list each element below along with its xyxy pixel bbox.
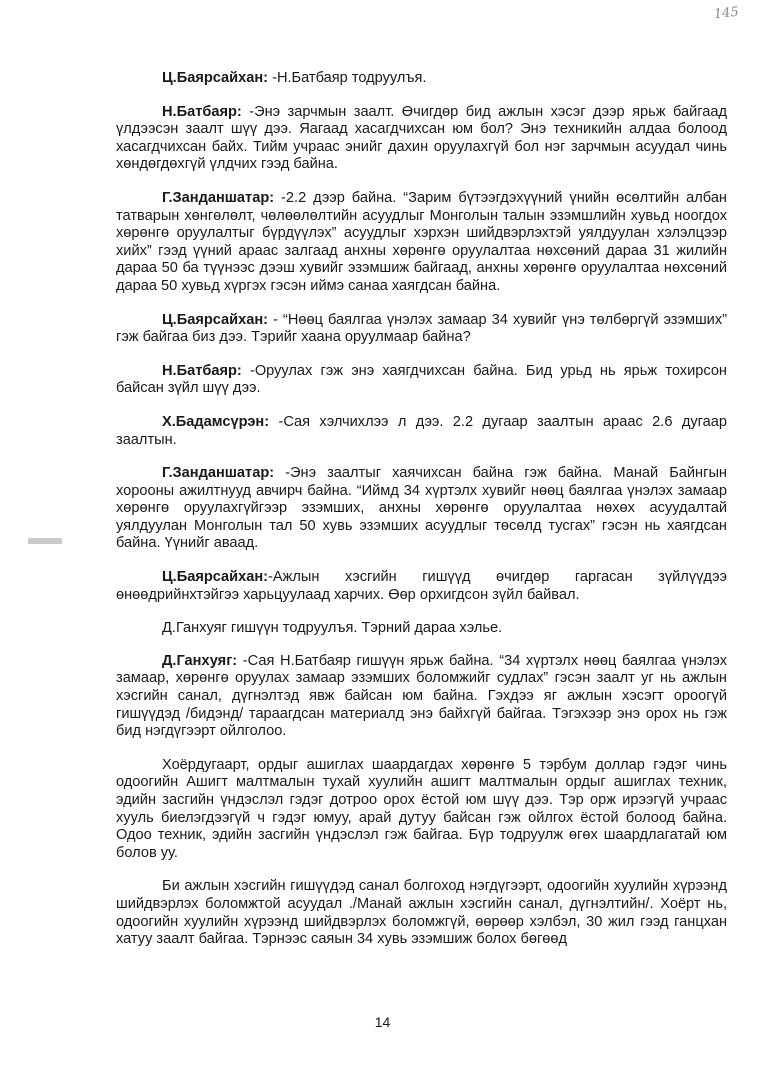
transcript-body bbox=[116, 70, 727, 965]
paragraph-text: - “Нөөц баялгаа үнэлэх замаар 34 хувийг үнэ төлбөргүй эзэмших” гэж байгаа биз дээ. Тэрийг хаана оруулмаар байна? bbox=[116, 311, 727, 346]
speaker-name: Д.Ганхуяг: bbox=[162, 652, 238, 669]
paragraph bbox=[116, 878, 727, 948]
speaker-name: Г.Занданшатар: bbox=[162, 465, 275, 482]
paragraph bbox=[116, 190, 727, 296]
paragraph bbox=[116, 104, 727, 174]
paragraph-text: -Сая Н.Батбаяр гишүүн ярьж байна. “34 хүртэлх нөөц баялгаа үнэлэх замаар, хөрөнгө оруулах замаар эзэмших боломжийг судлах” гэсэн заалт уг нь ажлын хэсгийн санал, дүгнэлтэд явж байсан юм байна. Гэхдээ яг ажлын хэсэгт ороогүй гишүүдэд /бидэнд/ тараагдсан материалд энэ байхгүй байгаа. Тэгэхээр энэ орох нь гэж бид нэгдүгээрт ойлголоо. bbox=[116, 652, 727, 740]
speaker-name: Н.Батбаяр: bbox=[162, 362, 242, 379]
paragraph bbox=[116, 363, 727, 398]
paragraph-text: -Ажлын хэсгийн гишүүд өчигдөр гаргасан зүйлүүдээ өнөөдрийнхтэйгээ харьцуулаад харчих. Өөр орхигдсон зүйл байвал. bbox=[116, 569, 727, 603]
paragraph bbox=[116, 465, 727, 553]
page-number: 14 bbox=[374, 1014, 391, 1030]
paragraph-text: -Энэ зарчмын заалт. Өчигдөр бид ажлын хэсэг дээр ярьж байгаад үлдээсэн заалт шүү дээ. Яагаад хасагдчихсан юм бол? Энэ техникийн алдаа болоод хасагдчихсан байх. Тийм учраас энийг дахин оруулахгүй бол нэг зарчмын асуудал чинь хөндөгдөхгүй үлдчих гээд байна. bbox=[116, 103, 727, 173]
scan-artifact bbox=[28, 538, 62, 544]
paragraph-text: Би ажлын хэсгийн гишүүдэд санал болгоход нэгдүгээрт, одоогийн хуулийн хүрээнд шийдвэрлэх боломжтой асуудал ./Манай ажлын хэсгийн санал, дүгнэлтийн/. Хоёрт нь, одоогийн хуулийн хүрээнд шийдвэрлэх боломжгүй, өөрөөр хэлбэл, 30 жил гээд ганцхан хатуу заалт байгаа. Тэрнээс саяын 34 хувь эзэмшиж болох бөгөөд bbox=[116, 878, 727, 948]
speaker-name: Ц.Баярсайхан: bbox=[162, 311, 269, 328]
paragraph-text: -Сая хэлчихлээ л дээ. 2.2 дугаар заалтын араас 2.6 дугаар заалтын. bbox=[116, 413, 727, 448]
paragraph bbox=[116, 653, 727, 741]
paragraph bbox=[116, 312, 727, 347]
paragraph-text: -Оруулах гэж энэ хаягдчихсан байна. Бид урьд нь ярьж тохирсон байсан зүйл шүү дээ. bbox=[116, 362, 727, 397]
paragraph bbox=[116, 414, 727, 449]
paragraph bbox=[116, 620, 727, 638]
paragraph bbox=[116, 70, 727, 88]
paragraph bbox=[116, 757, 727, 863]
speaker-name: Г.Занданшатар: bbox=[162, 189, 275, 206]
paragraph-text: -Энэ заалтыг хаячихсан байна гэж байна. Манай Байнгын хорооны ажилтнууд авчирч байна. “Иймд 34 хүртэлх хувийг нөөц баялгаа үнэлэх замаар хөрөнгө оруулахгүйгээр эзэмших, анхны хөрөнгө оруулалтаа нөхөх асуудалтай уялдуулан Монголын тал 50 хувь эзэмших асуудлыг төсөлд тусгах” гэсэн нь хаягдсан байна. Үүнийг аваад. bbox=[116, 465, 727, 552]
speaker-name: Х.Бадамсүрэн: bbox=[162, 413, 270, 430]
speaker-name: Ц.Баярсайхан: bbox=[162, 70, 269, 86]
handwritten-page-number: 145 bbox=[713, 4, 740, 23]
speaker-name: Ц.Баярсайхан: bbox=[162, 569, 269, 586]
paragraph bbox=[116, 569, 727, 604]
paragraph-text: Д.Ганхуяг гишүүн тодруулъя. Тэрний дараа хэлье. bbox=[162, 620, 503, 637]
paragraph-text: Хоёрдугаарт, ордыг ашиглах шаардагдах хөрөнгө 5 тэрбум доллар гэдэг чинь одоогийн Ашигт малтмалын тухай хуулийн ашигт малтмалын ордыг ашиглах техник, эдийн засгийн үндэслэл гэдэг дотроо орох ёстой юм шүү дээ. Тэр орж ирээгүй учраас хууль биелэгдээгүй ч гэдэг юмуу, арай дутуу байсан гэж ойлгох ёстой болоод байна. Одоо техник, эдийн засгийн үндэслэл гэж байгаа. Бүр тодруулж өгөх шаардлагатай юм болов уу. bbox=[116, 756, 727, 861]
speaker-name: Н.Батбаяр: bbox=[162, 103, 242, 120]
paragraph-text: -2.2 дээр байна. “Зарим бүтээгдэхүүний үнийн өсөлтийн албан татварын хөнгөлөлт, чөлөөлөлтийн асуудлыг Монголын талын эзэмшлийн хувьд ноогдох хөрөнгө оруулалтыг бүрдүүлэх” асуудлыг хэрхэн шийдвэрлэхтэй уялдуулан хэлэлцээр хийх” гээд үүний араас залгаад анхны хөрөнгө оруулалтаа нөхсөний дараа 31 жилийн дараа 50 ба түүнээс дээш хувийг эзэмшиж байгаад, анхны хөрөнгө оруулалтаа нөхсөний дараа 50 хувьд хүргэх гэсэн иймэ санаа хаягдсан байна. bbox=[116, 189, 727, 294]
paragraph-text: -Н.Батбаяр тодруулъя. bbox=[268, 70, 427, 86]
